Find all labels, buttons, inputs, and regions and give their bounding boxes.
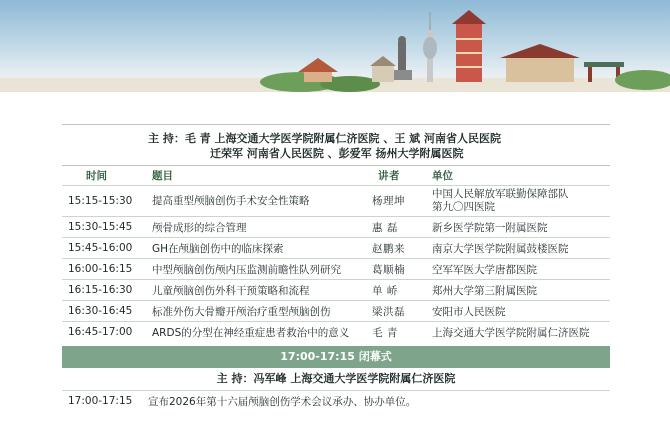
row-speaker: 赵鹏来: [372, 242, 405, 255]
row-time: 15:45-16:00: [68, 242, 133, 254]
host-line-2: 迁荣军 河南省人民医院 、彭爱军 扬州大学附属医院: [210, 147, 464, 160]
row-unit: 上海交通大学医学院附属仁济医院: [432, 326, 590, 339]
header-banner: [0, 0, 670, 92]
row-unit: [426, 188, 610, 214]
header-time: 时间: [86, 170, 107, 182]
row-speaker: 单 峤: [372, 284, 398, 297]
row-topic: 中型颅脑创伤颅内压监测前瞻性队列研究: [152, 263, 341, 276]
session-host: [62, 125, 610, 161]
closing-time: 17:00-17:15: [68, 395, 133, 407]
row-unit: 南京大学医学院附属鼓楼医院: [432, 242, 569, 255]
closing-host: 主 持：冯军峰 上海交通大学医学院附属仁济医院: [62, 368, 610, 391]
program-table: [62, 124, 610, 411]
row-time: 16:15-16:30: [68, 284, 133, 296]
closing-ceremony-title: 17:00-17:15 闭幕式: [62, 346, 610, 368]
closing-row: [62, 391, 610, 411]
closing-text: 宣布2026年第十六届颅脑创伤学术会议承办、协办单位。: [148, 395, 417, 408]
row-topic: 提高重型颅脑创伤手术安全性策略: [152, 194, 310, 207]
row-topic: ARDS的分型在神经重症患者救治中的意义: [152, 326, 350, 339]
table-header: [62, 166, 610, 186]
header-topic: 题目: [152, 170, 173, 182]
row-time: 16:45-17:00: [68, 326, 133, 338]
row-speaker: 梁洪磊: [372, 305, 405, 318]
row-speaker: 葛顺楠: [372, 263, 405, 276]
row-topic: 颅骨成形的综合管理: [152, 221, 247, 234]
table-row: [62, 259, 610, 280]
row-topic: 标准外伤大骨瓣开颅治疗重型颅脑创伤: [152, 305, 331, 318]
host-line-1: 主 持：毛 青 上海交通大学医学院附属仁济医院 、王 斌 河南省人民医院: [148, 132, 501, 145]
row-topic: 儿童颅脑创伤外科干预策略和流程: [152, 284, 310, 297]
row-time: 16:30-16:45: [68, 305, 133, 317]
row-topic: GH在颅脑创伤中的临床探索: [152, 242, 284, 255]
row-unit: 郑州大学第三附属医院: [432, 284, 537, 297]
header-speaker: 讲者: [378, 170, 400, 182]
row-speaker: 毛 青: [372, 326, 398, 339]
row-unit: 空军军医大学唐都医院: [432, 263, 537, 276]
city-skyline-illustration: [0, 0, 670, 92]
table-row: [62, 280, 610, 301]
row-unit: 安阳市人民医院: [432, 305, 506, 318]
table-row: [62, 322, 610, 342]
row-unit-line1: 中国人民解放军联勤保障部队: [432, 188, 569, 200]
table-row: [62, 301, 610, 322]
row-time: 15:15-15:30: [68, 194, 133, 207]
table-row: [62, 217, 610, 238]
row-unit-line2: 第九〇四医院: [432, 201, 495, 213]
row-time: 16:00-16:15: [68, 263, 133, 275]
row-speaker: 惠 磊: [372, 221, 398, 234]
row-time: 15:30-15:45: [68, 221, 133, 233]
row-speaker: 杨理坤: [372, 194, 405, 207]
table-row: [62, 238, 610, 259]
row-unit: 新乡医学院第一附属医院: [432, 221, 548, 234]
table-row: [62, 186, 610, 217]
header-unit: 单位: [432, 170, 453, 182]
